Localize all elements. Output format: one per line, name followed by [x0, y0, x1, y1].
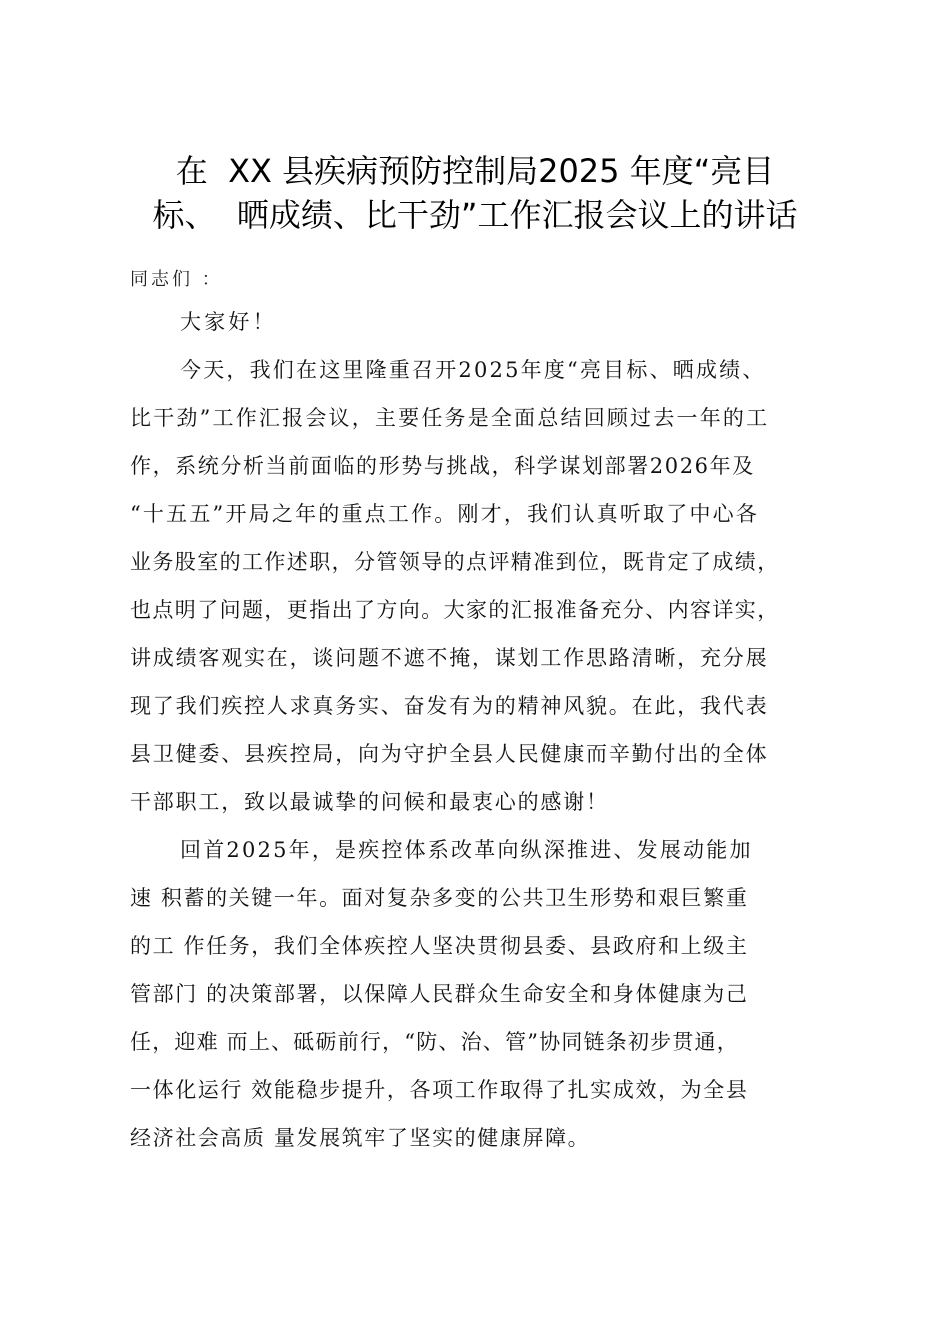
paragraph-line: 经济社会高质 量发展筑牢了坚实的健康屏障。	[130, 1126, 591, 1150]
paragraph-line: “十五五”开局之年的重点工作。刚才，我们认真听取了中心各	[130, 502, 760, 526]
paragraph-line: 现了我们疾控人求真务实、奋发有为的精神风貌。在此，我代表	[130, 694, 769, 718]
paragraph-line: 管部门 的决策部署，以保障人民群众生命安全和身体健康为己	[130, 982, 749, 1006]
title-line-2: 标、 晒成绩、比干劲”工作汇报会议上的讲话	[152, 196, 798, 235]
salutation: 同志们 ：	[130, 269, 223, 290]
paragraph-line: 任，迎难 而上、砥砺前行，“防、治、管”协同链条初步贯通，	[130, 1030, 739, 1054]
title-line-1: 在 XX 县疾病预防控制局2025 年度“亮目	[175, 152, 775, 191]
paragraph-line: 讲成绩客观实在，谈问题不遮不掩，谋划工作思路清晰，充分展	[130, 646, 769, 670]
paragraph-line: 干部职工，致以最诚挚的问候和最衷心的感谢！	[130, 790, 609, 814]
paragraph-line: 的工 作任务，我们全体疾控人坚决贯彻县委、县政府和上级主	[130, 934, 749, 958]
paragraph-line: 县卫健委、县疾控局，向为守护全县人民健康而辛勤付出的全体	[130, 742, 769, 766]
paragraph-line: 也点明了问题，更指出了方向。大家的汇报准备充分、内容详实，	[130, 598, 780, 622]
paragraph-line: 回首2025年，是疾控体系改革向纵深推进、发展动能加	[180, 838, 753, 862]
paragraph-line: 速 积蓄的关键一年。面对复杂多变的公共卫生形势和艰巨繁重	[130, 886, 749, 910]
paragraph-line: 今天，我们在这里隆重召开2025年度“亮目标、晒成绩、	[180, 358, 766, 382]
document-title	[100, 149, 850, 237]
paragraph-line: 一体化运行 效能稳步提升，各项工作取得了扎实成效，为全县	[130, 1078, 749, 1102]
paragraph-line: 业务股室的工作述职，分管领导的点评精准到位，既肯定了成绩，	[130, 550, 780, 574]
paragraph-line: 作，系统分析当前面临的形势与挑战，科学谋划部署2026年及	[130, 454, 755, 478]
greeting: 大家好！	[180, 310, 277, 334]
paragraph-line: 比干劲”工作汇报会议，主要任务是全面总结回顾过去一年的工	[130, 406, 770, 430]
